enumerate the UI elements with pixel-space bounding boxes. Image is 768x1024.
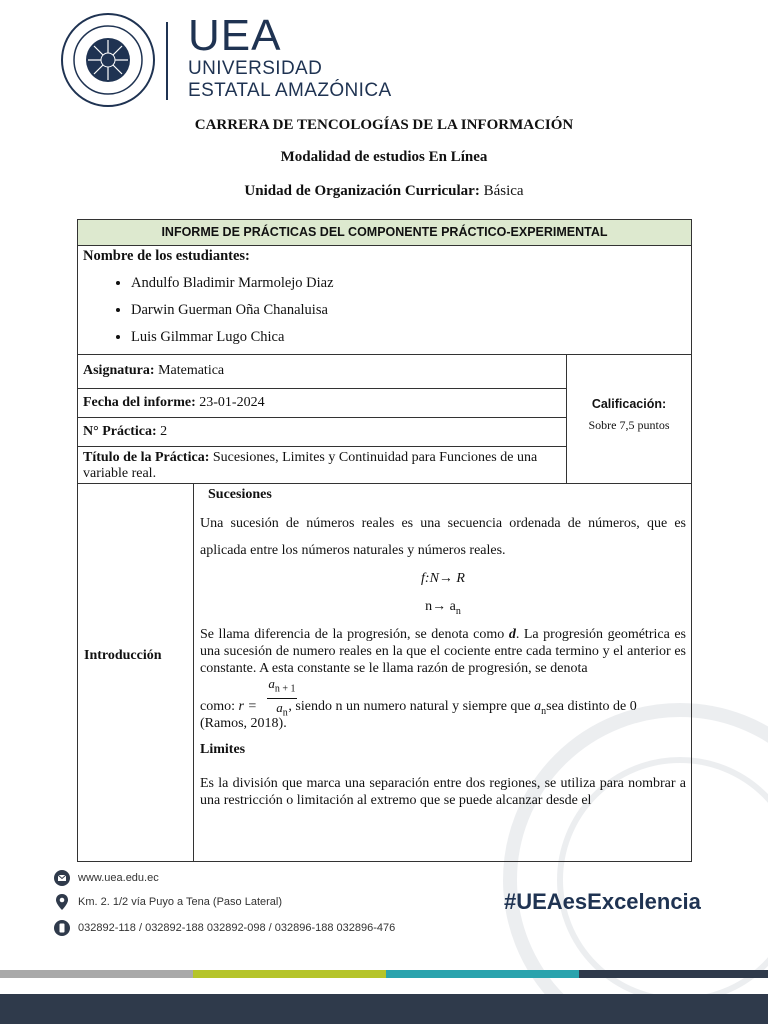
formula-sequence-base: n→ a — [425, 599, 456, 614]
practice-number-value: 2 — [160, 424, 168, 439]
logo-acronym: UEA — [188, 11, 282, 60]
footer-email — [54, 870, 159, 886]
bottom-bar — [0, 994, 768, 1024]
practice-number-row — [78, 418, 567, 447]
subject-value: Matematica — [158, 363, 225, 378]
heading-limites: Limites — [200, 741, 246, 757]
unit-label: Unidad de Organización Curricular: — [244, 183, 480, 199]
practice-title-value: Sucesiones, Limites y Continuidad para Funciones de una variable real. — [83, 450, 538, 481]
como-rest2: sea distinto de 0 — [546, 698, 637, 714]
footer-address — [54, 894, 282, 910]
email-text: www.uea.edu.ec — [78, 872, 159, 884]
date-row — [78, 389, 567, 418]
modality-line: Modalidad de estudios En Línea — [280, 149, 488, 165]
como-rest1: , siendo n un numero natural y siempre que — [288, 698, 531, 714]
logo-line-2: ESTATAL AMAZÓNICA — [188, 80, 392, 101]
stripe-teal — [386, 970, 579, 978]
grade-label: Calificación: — [591, 397, 667, 411]
intro-label-cell — [78, 484, 194, 861]
stripe-dark — [579, 970, 768, 978]
students-list — [83, 270, 686, 351]
an-sub: n — [541, 705, 547, 717]
report-table — [77, 219, 692, 862]
students-section — [78, 246, 691, 355]
curricular-unit-line — [0, 183, 768, 200]
p2-rest: . La progresión geométrica es una sucesión de numero reales en la que el cociente entre cada termino y el anterior es constante. A esta constante se le llama razón de progresión, se denota — [200, 626, 687, 676]
grade-value: Sobre 7,5 puntos — [588, 418, 670, 432]
student-item: • Luis Gilmmar Lugo Chica — [131, 324, 686, 351]
address-text: Km. 2. 1/2 vía Puyo a Tena (Paso Lateral) — [78, 896, 283, 908]
university-seal-logo — [60, 12, 156, 108]
p2-d: d — [508, 626, 516, 642]
intro-label: Introducción — [84, 648, 162, 663]
formula-sequence — [200, 596, 686, 623]
student-item: • Andulfo Bladimir Marmolejo Diaz — [131, 270, 686, 297]
report-title: INFORME DE PRÁCTICAS DEL COMPONENTE PRÁCTICO-EXPERIMENTAL — [78, 220, 691, 246]
fraction-numerator — [267, 677, 297, 697]
an-base: a — [534, 698, 542, 714]
paragraph-progression — [200, 626, 686, 677]
stripe-gray — [0, 970, 193, 978]
email-icon — [54, 870, 70, 886]
stripe-lime — [193, 970, 386, 978]
date-label: Fecha del informe: — [83, 395, 196, 410]
practice-title-label: Título de la Práctica: — [83, 450, 210, 465]
practice-title-row — [78, 447, 567, 484]
formula-mapping: f:N→ R — [421, 571, 465, 586]
numerator-sub: n + 1 — [274, 683, 296, 695]
practice-number-label: N° Práctica: — [83, 424, 157, 439]
formula-sequence-sub: n — [455, 605, 461, 617]
como-prefix: como: — [200, 698, 235, 714]
student-item: • Darwin Guerman Oña Chanaluisa — [131, 297, 686, 324]
logo-line-1: UNIVERSIDAD — [188, 58, 323, 79]
ratio-r: r = — [238, 698, 257, 714]
numerator-base: a — [268, 675, 275, 691]
unit-value: Básica — [483, 183, 524, 199]
denominator-sub: n — [282, 707, 288, 719]
university-wordmark — [188, 11, 392, 102]
location-pin-icon — [54, 894, 70, 910]
subject-label: Asignatura: — [83, 363, 155, 378]
phone-icon — [54, 920, 70, 936]
paragraph-limites: Es la división que marca una separación entre dos regiones, se utiliza para nombrar a una restricción o limitación al extremo que se puede alcanzar desde el — [200, 775, 686, 808]
footer-phones — [54, 920, 395, 936]
logo-divider — [166, 22, 168, 100]
ratio-formula-line — [200, 677, 686, 731]
citation: (Ramos, 2018). — [200, 715, 287, 731]
subject-row — [78, 355, 567, 389]
date-value: 23-01-2024 — [199, 395, 265, 410]
students-label: Nombre de los estudiantes: — [83, 248, 250, 264]
phones-text: 032892-118 / 032892-188 032892-098 / 032896-188 032896-476 — [78, 922, 396, 934]
denominator-base: a — [276, 700, 283, 716]
p2-text: Se llama diferencia de la progresión, se denota como — [200, 626, 505, 642]
paragraph-sucesiones: Una sucesión de números reales es una secuencia ordenada de números, que es aplicada entre los números naturales y números reales. — [200, 516, 686, 558]
grade-cell — [567, 355, 691, 484]
heading-sucesiones: Sucesiones — [208, 487, 272, 502]
career-title: CARRERA DE TENCOLOGÍAS DE LA INFORMACIÓN — [194, 117, 574, 133]
footer-hashtag: #UEAesExcelencia — [504, 889, 701, 914]
intro-content — [195, 484, 691, 861]
